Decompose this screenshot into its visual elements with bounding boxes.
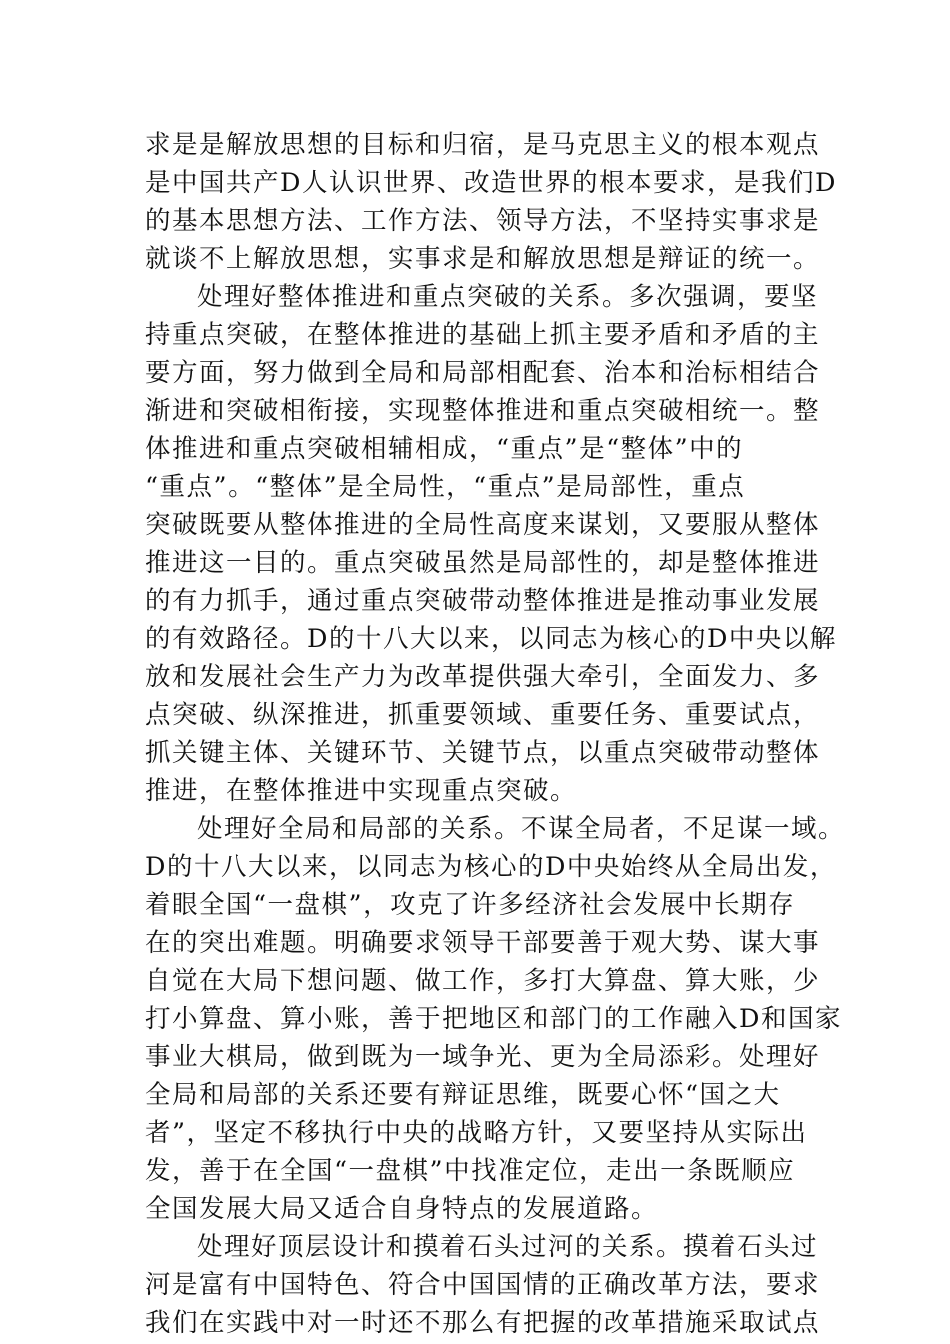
text-line: “重点”。“整体”是全局性，“重点”是局部性，重点 (145, 472, 746, 502)
text-line: 持重点突破，在整体推进的基础上抓主要矛盾和矛盾的主 (145, 320, 821, 350)
paragraph-start-line: 处理好顶层设计和摸着石头过河的关系。摸着石头过 (197, 1232, 819, 1262)
text-line: 求是是解放思想的目标和归宿，是马克思主义的根本观点 (145, 130, 821, 160)
text-line: 自觉在大局下想问题、做工作，多打大算盘、算大账，少 (145, 966, 821, 996)
text-line: 的基本思想方法、工作方法、领导方法，不坚持实事求是 (145, 206, 821, 236)
text-line: 推进这一目的。重点突破虽然是局部性的，却是整体推进 (145, 548, 821, 578)
text-line: 要方面，努力做到全局和局部相配套、治本和治标相结合 (145, 358, 821, 388)
paragraph-start-line: 处理好整体推进和重点突破的关系。多次强调，要坚 (197, 282, 819, 312)
paragraph-start-line: 处理好全局和局部的关系。不谋全局者，不足谋一域。 (197, 814, 846, 844)
text-line: 突破既要从整体推进的全局性高度来谋划，又要服从整体 (145, 510, 821, 540)
text-line: 者”，坚定不移执行中央的战略方针，又要坚持从实际出 (145, 1118, 808, 1148)
text-line: 河是富有中国特色、符合中国国情的正确改革方法，要求 (145, 1270, 821, 1300)
text-line: 体推进和重点突破相辅相成，“重点”是“整体”中的 (145, 434, 744, 464)
text-line: 我们在实践中对一时还不那么有把握的改革措施采取试点 (145, 1308, 821, 1338)
text-line: 放和发展社会生产力为改革提供强大牵引，全面发力、多 (145, 662, 821, 692)
text-line: 就谈不上解放思想，实事求是和解放思想是辩证的统一。 (145, 244, 821, 274)
text-line: 推进，在整体推进中实现重点突破。 (145, 776, 578, 806)
text-line: 点突破、纵深推进，抓重要领域、重要任务、重要试点， (145, 700, 821, 730)
text-line: 渐进和突破相衔接，实现整体推进和重点突破相统一。整 (145, 396, 821, 426)
text-line: 是中国共产D人认识世界、改造世界的根本要求，是我们D (145, 168, 837, 198)
text-line: 抓关键主体、关键环节、关键节点，以重点突破带动整体 (145, 738, 821, 768)
text-line: D的十八大以来，以同志为核心的D中央始终从全局出发， (145, 852, 837, 882)
text-line: 着眼全国“一盘棋”，攻克了许多经济社会发展中长期存 (145, 890, 796, 920)
text-line: 全局和局部的关系还要有辩证思维，既要心怀“国之大 (145, 1080, 781, 1110)
text-line: 发，善于在全国“一盘棋”中找准定位，走出一条既顺应 (145, 1156, 796, 1186)
text-line: 的有效路径。D的十八大以来，以同志为核心的D中央以解 (145, 624, 837, 654)
text-line: 打小算盘、算小账，善于把地区和部门的工作融入D和国家 (145, 1004, 842, 1034)
text-line: 的有力抓手，通过重点突破带动整体推进是推动事业发展 (145, 586, 821, 616)
text-line: 在的突出难题。明确要求领导干部要善于观大势、谋大事 (145, 928, 821, 958)
text-line: 事业大棋局，做到既为一域争光、更为全局添彩。处理好 (145, 1042, 821, 1072)
text-line: 全国发展大局又适合自身特点的发展道路。 (145, 1194, 659, 1224)
